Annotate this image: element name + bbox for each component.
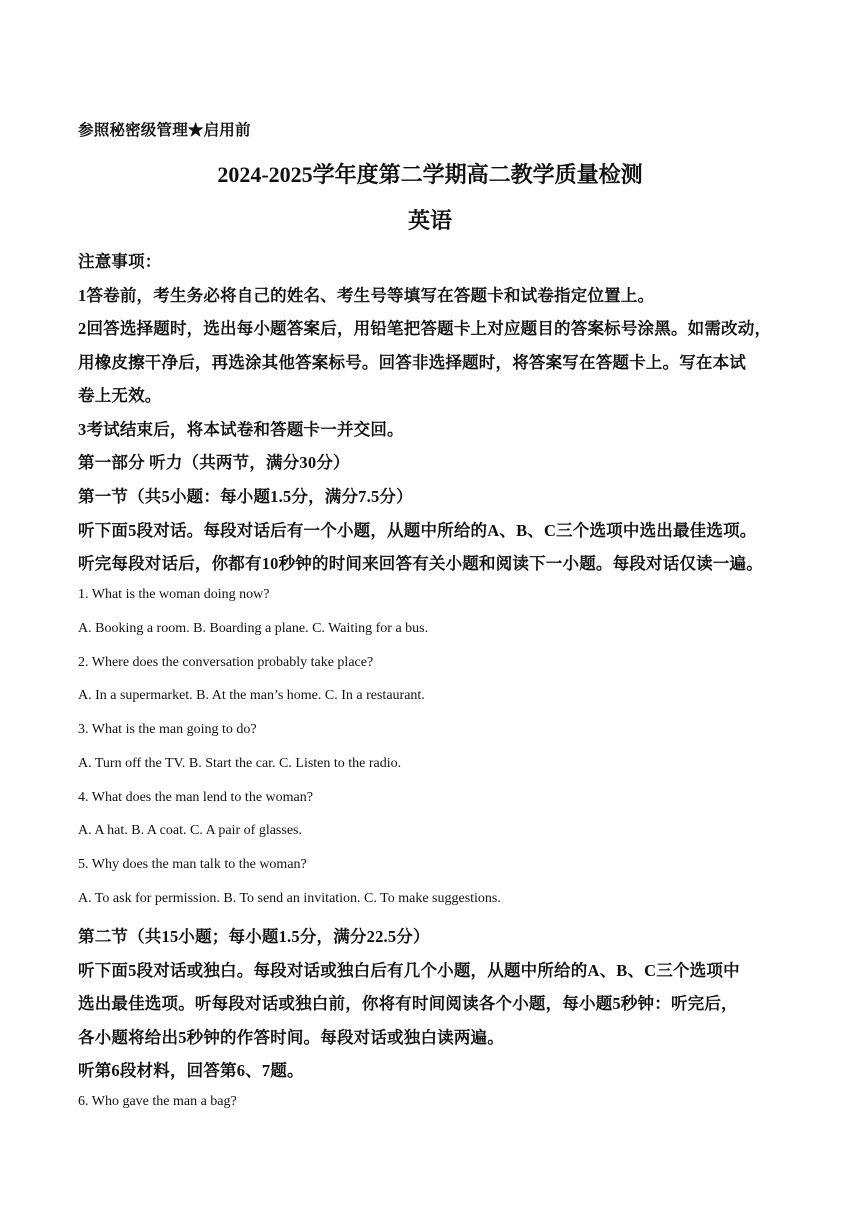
question-4-options: A. A hat. B. A coat. C. A pair of glasses. [78,823,302,838]
section2-instruction-line-2: 选出最佳选项。听每段对话或独白前，你将有时间阅读各个小题，每小题5秒钟：听完后， [78,994,738,1013]
question-6: 6. Who gave the man a bag? [78,1094,237,1109]
section2-instruction-line-1: 听下面5段对话或独白。每段对话或独白后有几个小题，从题中所给的A、B、C三个选项中 [78,961,740,980]
question-5-options: A. To ask for permission. B. To send an invitation. C. To make suggestions. [78,891,501,906]
section1-instruction-line-2: 听完每段对话后，你都有10秒钟的时间来回答有关小题和阅读下一小题。每段对话仅读一遍。 [78,554,763,573]
question-2-options: A. In a supermarket. B. At the man’s home. C. In a restaurant. [78,688,425,703]
question-2: 2. Where does the conversation probably take place? [78,655,374,670]
note-item-3: 3考试结束后，将本试卷和答题卡一并交回。 [78,420,404,439]
material-6-heading: 听第6段材料，回答第6、7题。 [78,1061,304,1080]
question-3-options: A. Turn off the TV. B. Start the car. C. Listen to the radio. [78,756,402,771]
exam-title: 2024-2025学年度第二学期高二教学质量检测 [217,162,643,187]
question-3: 3. What is the man going to do? [78,722,257,737]
part1-heading: 第一部分 听力（共两节，满分30分） [78,453,350,472]
section2-heading: 第二节（共15小题；每小题1.5分，满分22.5分） [78,927,430,946]
section1-instruction-line-1: 听下面5段对话。每段对话后有一个小题，从题中所给的A、B、C三个选项中选出最佳选项。 [78,521,757,540]
question-5: 5. Why does the man talk to the woman? [78,857,307,872]
question-1-options: A. Booking a room. B. Boarding a plane. C. Waiting for a bus. [78,621,429,636]
notes-heading: 注意事项： [78,252,162,271]
section2-instruction-line-3: 各小题将给出5秒钟的作答时间。每段对话或独白读两遍。 [78,1028,504,1047]
secret-mark: 参照秘密级管理★启用前 [78,122,251,139]
question-4: 4. What does the man lend to the woman? [78,790,313,805]
section1-heading: 第一节（共5小题：每小题1.5分，满分7.5分） [78,487,413,506]
question-1: 1. What is the woman doing now? [78,587,270,602]
subject-title: 英语 [407,208,452,233]
note-item-2-line-1: 2回答选择题时，选出每小题答案后，用铅笔把答题卡上对应题目的答案标号涂黑。如需改动， [78,319,772,338]
note-item-2-line-3: 卷上无效。 [78,386,162,405]
note-item-1: 1答卷前，考生务必将自己的姓名、考生号等填写在答题卡和试卷指定位置上。 [78,286,655,305]
note-item-2-line-2: 用橡皮擦干净后，再选涂其他答案标号。回答非选择题时，将答案写在答题卡上。写在本试 [78,353,746,372]
